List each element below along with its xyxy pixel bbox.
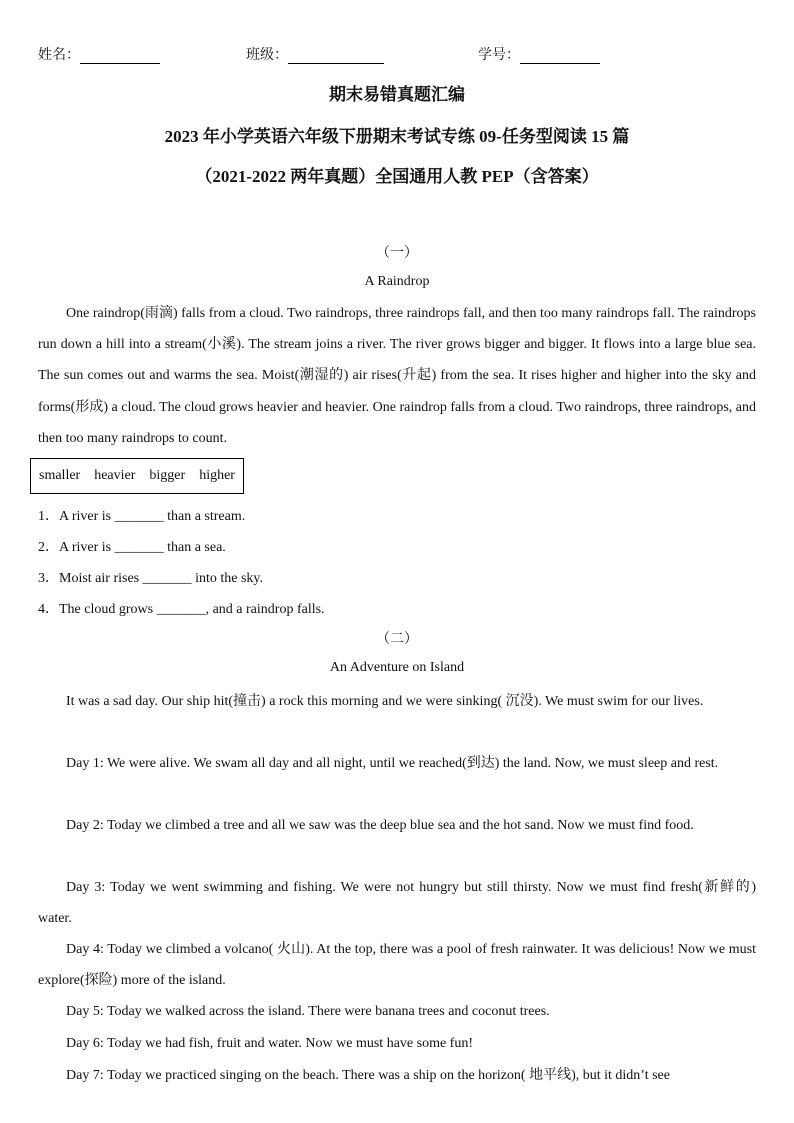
section-2-paragraph: Day 2: Today we climbed a tree and all we saw was the deep blue sea and the hot sand. Now we must find food. xyxy=(66,818,694,833)
section-2-paragraph: Day 4: Today we climbed a volcano( 火山). At the top, there was a pool of fresh rainwater. It was delicious! Now we must explore(探险) more of the island. xyxy=(38,942,756,989)
word-box xyxy=(30,458,244,494)
section-2-paragraph: It was a sad day. Our ship hit(撞击) a rock this morning and we were sinking( 沉没). We must swim for our lives. xyxy=(66,694,704,709)
id-field xyxy=(478,44,600,64)
name-blank[interactable] xyxy=(80,49,160,64)
id-label: 学号： xyxy=(478,48,520,63)
section-2-paragraph: Day 5: Today we walked across the island. There were banana trees and coconut trees. xyxy=(66,1004,550,1019)
word-box-item: higher xyxy=(199,468,235,483)
section-2-paragraph: Day 3: Today we went swimming and fishing. We were not hungry but still thirsty. Now we must find fresh(新鲜的) water. xyxy=(38,880,756,927)
id-blank[interactable] xyxy=(520,49,600,64)
section-1-number: （一） xyxy=(376,246,418,261)
question-2: 2．A river is _______ than a sea. xyxy=(38,540,226,555)
word-box-item: bigger xyxy=(149,468,186,483)
class-field xyxy=(246,44,384,64)
question-3: 3．Moist air rises _______ into the sky. xyxy=(38,571,264,586)
question-4: 4．The cloud grows _______, and a raindrop falls. xyxy=(38,602,325,617)
title-line-3: （2021-2022 两年真题）全国通用人教 PEP（含答案） xyxy=(195,167,599,186)
student-info-row xyxy=(0,44,794,66)
question-1: 1．A river is _______ than a stream. xyxy=(38,509,246,524)
class-blank[interactable] xyxy=(288,49,384,64)
section-2-title: An Adventure on Island xyxy=(329,660,465,675)
section-2-paragraph: Day 1: We were alive. We swam all day and all night, until we reached(到达) the land. Now, we must sleep and rest. xyxy=(66,756,719,771)
class-label: 班级： xyxy=(246,48,288,63)
section-1-title: A Raindrop xyxy=(364,274,430,289)
title-line-1: 期末易错真题汇编 xyxy=(329,85,465,104)
title-line-2: 2023 年小学英语六年级下册期末考试专练 09-任务型阅读 15 篇 xyxy=(164,127,630,146)
section-2-paragraph: Day 7: Today we practiced singing on the beach. There was a ship on the horizon( 地平线), but it didn’t see xyxy=(66,1068,670,1083)
section-2-paragraph: Day 6: Today we had fish, fruit and water. Now we must have some fun! xyxy=(66,1036,473,1051)
word-box-item: heavier xyxy=(94,468,136,483)
name-label: 姓名： xyxy=(38,48,80,63)
word-box-item: smaller xyxy=(39,468,81,483)
section-2-number: （二） xyxy=(376,632,418,647)
name-field xyxy=(38,44,160,64)
section-1-passage: One raindrop(雨滴) falls from a cloud. Two raindrops, three raindrops fall, and then too many raindrops fall. The raindrops run down a hill into a stream(小溪). The stream joins a river. The river grows bigger and bigger. It flows into a large blue sea. The sun comes out and warms the sea. Moist(潮湿的) air rises(升起) from the sea. It rises higher and higher into the sky and forms(形成) a cloud. The cloud grows heavier and heavier. One raindrop falls from a cloud. Two raindrops, three raindrops, and then too many raindrops to count. xyxy=(38,306,756,446)
